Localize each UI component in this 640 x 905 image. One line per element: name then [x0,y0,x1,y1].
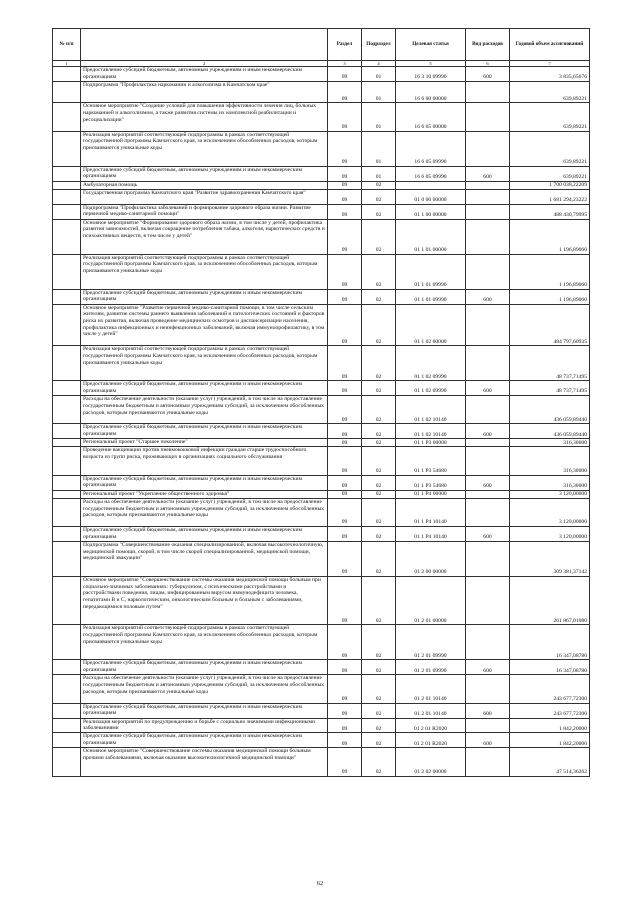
row-expense-cell [466,675,510,703]
row-podrazdel-cell: 02 [362,189,396,204]
table-row [53,346,590,381]
row-name-cell: Предоставление субсидий бюджетным, автономным учреждениям и иным некоммерческим организациям [81,166,328,181]
row-podrazdel-cell: 02 [362,219,396,254]
row-number-cell [53,733,81,748]
row-target-cell: 01 2 01 10140 [396,675,466,703]
row-target-cell: 16 6 00 00000 [396,81,466,103]
row-name-cell: Подпрограмма "Совершенствование оказания специализированной, включая высокотехнологичную, медицинской помощи, скорой, в том числе скорой специализированной, медицинской помощи, медицинской эвакуации" [81,542,328,577]
row-name-cell: Предоставление субсидий бюджетным, автономным учреждениям и иным некоммерческим организациям [81,660,328,675]
table-row [53,475,590,490]
table-row [53,498,590,526]
row-expense-cell: 600 [466,703,510,718]
table-row [53,81,590,103]
table-row [53,204,590,219]
table-row [53,577,590,625]
row-podrazdel-cell: 02 [362,254,396,289]
row-expense-cell: 600 [466,166,510,181]
header-podrazdel: Подраздел [362,29,396,61]
row-number-cell [53,498,81,526]
row-number-cell [53,346,81,381]
row-expense-cell: 600 [466,475,510,490]
row-number-cell [53,189,81,204]
row-name-cell: Реализация мероприятий соответствующей подпрограммы в рамках соответствующей государственной программы Камчатского края, за исключением обособленных расходов, которым присваиваются уникальные коды [81,625,328,660]
row-razdel-cell: 09 [328,490,362,498]
table-row [53,733,590,748]
row-razdel-cell: 09 [328,527,362,542]
row-number-cell [53,181,81,189]
row-amount-cell: 639,89221 [510,131,590,166]
row-name-cell: Региональный проект "Старшее поколение" [81,439,328,447]
row-amount-cell: 316,30000 [510,447,590,475]
row-name-cell: Предоставление субсидий бюджетным, автономным учреждениям и иным некоммерческим организациям [81,475,328,490]
row-name-cell: Предоставление субсидий бюджетным, автономным учреждениям и иным некоммерческим организациям [81,703,328,718]
table-row [53,542,590,577]
row-target-cell: 01 2 00 00000 [396,542,466,577]
row-razdel-cell: 09 [328,254,362,289]
row-name-cell: Проведение вакцинации против пневмококковой инфекции граждан старше трудоспособного возраста из групп риска, проживающих в организациях социального обслуживания [81,447,328,475]
row-expense-cell [466,189,510,204]
row-name-cell: Реализация мероприятий по предупреждению и борьбе с социально значимыми инфекционными заболеваниями [81,718,328,733]
row-target-cell: 01 1 P4 00000 [396,490,466,498]
row-amount-cell: 484 797,60935 [510,304,590,346]
row-expense-cell [466,577,510,625]
row-podrazdel-cell: 01 [362,166,396,181]
budget-table [52,28,590,777]
row-podrazdel-cell: 02 [362,748,396,776]
row-razdel-cell: 09 [328,166,362,181]
row-expense-cell [466,447,510,475]
row-razdel-cell: 09 [328,81,362,103]
row-razdel-cell: 09 [328,103,362,131]
row-number-cell [53,660,81,675]
row-number-cell [53,577,81,625]
row-number-cell [53,381,81,396]
table-row [53,289,590,304]
row-name-cell: Основное мероприятие "Формирование здорового образа жизни, в том числе у детей, профилактика развития зависимостей, включая сокращение потребления табака, алкоголя, наркотических средств и психоактивных веществ, в том числе у детей" [81,219,328,254]
row-amount-cell: 261 867,01080 [510,577,590,625]
row-amount-cell: 639,89221 [510,166,590,181]
table-row [53,304,590,346]
row-name-cell: Государственная программа Камчатского края "Развитие здравоохранения Камчатского края" [81,189,328,204]
row-target-cell: 16 6 05 09990 [396,131,466,166]
row-podrazdel-cell: 01 [362,67,396,82]
row-target-cell: 01 1 01 09990 [396,254,466,289]
column-number: 2 [81,61,328,67]
row-target-cell: 01 1 02 00000 [396,304,466,346]
table-row [53,103,590,131]
row-target-cell: 01 2 02 00000 [396,748,466,776]
row-podrazdel-cell: 02 [362,675,396,703]
table-row [53,625,590,660]
table-row [53,447,590,475]
row-target-cell: 01 2 01 09990 [396,660,466,675]
row-expense-cell [466,396,510,424]
row-expense-cell [466,204,510,219]
row-razdel-cell: 09 [328,346,362,381]
row-amount-cell: 3 120,00000 [510,498,590,526]
row-amount-cell: 639,89221 [510,103,590,131]
row-razdel-cell: 09 [328,625,362,660]
table-row [53,254,590,289]
table-row [53,660,590,675]
row-target-cell: 01 1 P4 10140 [396,498,466,526]
row-podrazdel-cell: 02 [362,527,396,542]
row-razdel-cell: 09 [328,67,362,82]
row-razdel-cell: 09 [328,131,362,166]
row-amount-cell: 16 347,08780 [510,625,590,660]
row-name-cell: Основное мероприятие "Развитие первичной медико-санитарной помощи, в том числе сельским жителям, развитие системы раннего выявления заболеваний и патологических состояний и факторов риска их развития, включая проведение медицинских осмотров и диспансеризации населения, профилактика инфекционных и неинфекционных заболеваний, включая иммунопрофилактику, в том числе у детей" [81,304,328,346]
row-expense-cell [466,181,510,189]
column-number: 5 [396,61,466,67]
row-target-cell: 01 1 P4 10140 [396,527,466,542]
row-number-cell [53,396,81,424]
row-podrazdel-cell: 02 [362,718,396,733]
row-name-cell: Расходы на обеспечение деятельности (оказание услуг) учреждений, в том числе на предоставление государственным бюджетным и автономным учреждениям субсидий, за исключением обособленных расходов, которым присваиваются уникальные коды [81,498,328,526]
header-expense-type: Вид расходов [466,29,510,61]
table-row [53,67,590,82]
row-razdel-cell: 09 [328,439,362,447]
row-razdel-cell: 09 [328,718,362,733]
table-header-row [53,29,590,61]
row-amount-cell: 1 700 038,22209 [510,181,590,189]
row-podrazdel-cell: 02 [362,396,396,424]
row-podrazdel-cell: 02 [362,703,396,718]
row-target-cell: 01 2 01 09990 [396,625,466,660]
row-razdel-cell: 09 [328,204,362,219]
row-target-cell: 16 6 05 00000 [396,103,466,131]
table-row [53,703,590,718]
row-target-cell: 01 1 02 10140 [396,424,466,439]
table-row [53,748,590,776]
table-row [53,181,590,189]
row-number-cell [53,527,81,542]
row-name-cell: Предоставление субсидий бюджетным, автономным учреждениям и иным некоммерческим организациям [81,424,328,439]
row-name-cell: Предоставление субсидий бюджетным, автономным учреждениям и иным некоммерческим организациям [81,67,328,82]
row-razdel-cell: 09 [328,475,362,490]
column-number: 3 [328,61,362,67]
row-amount-cell: 1 196,89060 [510,219,590,254]
row-razdel-cell: 09 [328,424,362,439]
row-expense-cell [466,718,510,733]
row-podrazdel-cell: 02 [362,490,396,498]
row-name-cell: Предоставление субсидий бюджетным, автономным учреждениям и иным некоммерческим организациям [81,289,328,304]
row-amount-cell: 309 381,37142 [510,542,590,577]
row-razdel-cell: 09 [328,675,362,703]
row-podrazdel-cell: 02 [362,424,396,439]
row-amount-cell: 1 842,20000 [510,718,590,733]
row-razdel-cell: 09 [328,189,362,204]
column-number: 6 [466,61,510,67]
row-number-cell [53,718,81,733]
row-podrazdel-cell: 01 [362,103,396,131]
row-expense-cell: 600 [466,660,510,675]
row-podrazdel-cell: 02 [362,289,396,304]
row-number-cell [53,703,81,718]
row-podrazdel-cell: 02 [362,733,396,748]
row-podrazdel-cell: 02 [362,381,396,396]
row-amount-cell: 316,30000 [510,475,590,490]
table-row [53,439,590,447]
row-podrazdel-cell: 01 [362,131,396,166]
row-podrazdel-cell: 02 [362,447,396,475]
row-expense-cell [466,254,510,289]
row-amount-cell: 1 196,89060 [510,254,590,289]
table-row [53,381,590,396]
table-row [53,424,590,439]
header-name [81,29,328,61]
row-target-cell: 16 6 05 09990 [396,166,466,181]
row-amount-cell: 1 681 294,23222 [510,189,590,204]
row-expense-cell [466,81,510,103]
row-target-cell [396,181,466,189]
row-razdel-cell: 09 [328,542,362,577]
row-number-cell [53,204,81,219]
row-expense-cell [466,346,510,381]
row-target-cell: 01 1 02 10140 [396,396,466,424]
page-number: 62 [316,880,324,887]
row-number-cell [53,490,81,498]
row-number-cell [53,675,81,703]
row-number-cell [53,439,81,447]
row-name-cell: Региональный проект "Укрепление общественного здоровья" [81,490,328,498]
row-expense-cell: 600 [466,527,510,542]
header-razdel: Раздел [328,29,362,61]
row-podrazdel-cell: 02 [362,439,396,447]
row-podrazdel-cell: 02 [362,304,396,346]
row-expense-cell [466,625,510,660]
column-number: 7 [510,61,590,67]
row-number-cell [53,81,81,103]
row-name-cell: Предоставление субсидий бюджетным, автономным учреждениям и иным некоммерческим организациям [81,381,328,396]
row-expense-cell [466,131,510,166]
row-name-cell: Реализация мероприятий соответствующей подпрограммы в рамках соответствующей государственной программы Камчатского края, за исключением обособленных расходов, которым присваиваются уникальные коды [81,131,328,166]
row-amount-cell: 1 842,20000 [510,733,590,748]
row-expense-cell [466,439,510,447]
header-number: № п/п [53,29,81,61]
row-number-cell [53,304,81,346]
row-name-cell: Подпрограмма "Профилактика заболеваний и формирование здорового образа жизни. Развитие первичной медико-санитарной помощи" [81,204,328,219]
row-amount-cell: 436 059,89440 [510,424,590,439]
row-expense-cell: 600 [466,289,510,304]
row-amount-cell: 243 677,72300 [510,703,590,718]
row-amount-cell: 48 737,71495 [510,346,590,381]
row-razdel-cell: 09 [328,396,362,424]
row-razdel-cell: 09 [328,703,362,718]
row-target-cell: 01 1 00 00000 [396,204,466,219]
row-target-cell: 01 1 P3 54680 [396,447,466,475]
table-row [53,219,590,254]
row-target-cell: 01 2 01 R2020 [396,718,466,733]
row-expense-cell: 600 [466,67,510,82]
row-amount-cell: 488 430,79995 [510,204,590,219]
row-target-cell: 01 1 02 09990 [396,346,466,381]
row-expense-cell [466,498,510,526]
row-number-cell [53,103,81,131]
row-target-cell: 01 2 01 10140 [396,703,466,718]
row-name-cell: Расходы на обеспечение деятельности (оказание услуг) учреждений, в том числе на предоставление государственным бюджетным и автономным учреждениям субсидий, за исключением обособленных расходов, которым присваиваются уникальные коды [81,396,328,424]
row-target-cell: 16 3 10 09990 [396,67,466,82]
row-name-cell: Реализация мероприятий соответствующей подпрограммы в рамках соответствующей государственной программы Камчатского края, за исключением обособленных расходов, которым присваиваются уникальные коды [81,346,328,381]
row-target-cell: 01 2 01 00000 [396,577,466,625]
row-expense-cell: 600 [466,733,510,748]
row-target-cell: 01 1 01 00000 [396,219,466,254]
row-expense-cell: 600 [466,424,510,439]
row-amount-cell: 243 677,72300 [510,675,590,703]
row-number-cell [53,542,81,577]
row-target-cell: 01 2 01 R2020 [396,733,466,748]
row-razdel-cell: 09 [328,660,362,675]
table-row [53,166,590,181]
row-number-cell [53,625,81,660]
row-expense-cell [466,219,510,254]
row-expense-cell: 600 [466,381,510,396]
row-number-cell [53,475,81,490]
row-number-cell [53,424,81,439]
row-amount-cell: 3 120,00000 [510,527,590,542]
row-razdel-cell: 09 [328,498,362,526]
row-name-cell: Предоставление субсидий бюджетным, автономным учреждениям и иным некоммерческим организациям [81,733,328,748]
row-name-cell: Амбулаторная помощь [81,181,328,189]
row-podrazdel-cell: 02 [362,346,396,381]
row-expense-cell [466,748,510,776]
column-number: 1 [53,61,81,67]
row-target-cell: 01 1 P3 00000 [396,439,466,447]
row-razdel-cell: 09 [328,748,362,776]
row-number-cell [53,219,81,254]
row-amount-cell: 48 737,71495 [510,381,590,396]
row-number-cell [53,748,81,776]
row-number-cell [53,166,81,181]
row-amount-cell: 316,30000 [510,439,590,447]
row-razdel-cell: 09 [328,733,362,748]
row-podrazdel-cell: 02 [362,181,396,189]
table-row [53,718,590,733]
row-amount-cell: 3 835,65676 [510,67,590,82]
row-name-cell: Подпрограмма "Профилактика наркомании и алкоголизма в Камчатском крае" [81,81,328,103]
table-row [53,396,590,424]
row-name-cell: Основное мероприятие "Создание условий для повышения эффективности лечения лиц, больных наркоманией и алкоголизмом, а также развития системы их комплексной реабилитации и ресоциализации" [81,103,328,131]
row-name-cell: Основное мероприятие "Совершенствование системы оказания медицинской помощи больным прочими заболеваниями, включая оказание высокотехнологичной медицинской помощи" [81,748,328,776]
row-podrazdel-cell: 02 [362,625,396,660]
row-amount-cell: 436 059,89440 [510,396,590,424]
row-podrazdel-cell: 02 [362,498,396,526]
row-number-cell [53,289,81,304]
row-target-cell: 01 1 01 09990 [396,289,466,304]
table-row [53,490,590,498]
row-name-cell: Предоставление субсидий бюджетным, автономным учреждениям и иным некоммерческим организациям [81,527,328,542]
row-razdel-cell: 09 [328,219,362,254]
row-razdel-cell: 09 [328,181,362,189]
row-target-cell: 01 0 00 00000 [396,189,466,204]
row-razdel-cell: 09 [328,381,362,396]
row-name-cell: Реализация мероприятий соответствующей подпрограммы в рамках соответствующей государственной программы Камчатского края, за исключением обособленных расходов, которым присваиваются уникальные коды [81,254,328,289]
row-number-cell [53,447,81,475]
header-annual-amount: Годовой объем ассигнований [510,29,590,61]
row-razdel-cell: 09 [328,304,362,346]
row-podrazdel-cell: 02 [362,660,396,675]
row-podrazdel-cell: 02 [362,475,396,490]
row-razdel-cell: 09 [328,289,362,304]
row-number-cell [53,131,81,166]
row-number-cell [53,67,81,82]
row-target-cell: 01 1 02 09990 [396,381,466,396]
row-podrazdel-cell: 02 [362,542,396,577]
row-amount-cell: 639,89221 [510,81,590,103]
row-expense-cell [466,103,510,131]
row-number-cell [53,254,81,289]
row-amount-cell: 16 347,08780 [510,660,590,675]
row-amount-cell: 47 514,36262 [510,748,590,776]
table-row [53,527,590,542]
row-podrazdel-cell: 02 [362,204,396,219]
row-name-cell: Основное мероприятие "Совершенствование системы оказания медицинской помощи больным при социально-значимых заболеваниях: туберкулезом, с психическими расстройствами и расстройствами поведения, лицам, инфицированным вирусом иммунодефицита человека, гепатитами B и C, наркологическим, онкологическим больным и больным с заболеваниями, передающимися половым путем" [81,577,328,625]
row-razdel-cell: 09 [328,577,362,625]
table-row [53,189,590,204]
table-row [53,675,590,703]
row-podrazdel-cell: 01 [362,81,396,103]
row-expense-cell [466,542,510,577]
table-body [53,67,590,777]
header-target-article: Целевая статья [396,29,466,61]
column-number: 4 [362,61,396,67]
row-expense-cell [466,304,510,346]
row-expense-cell [466,490,510,498]
row-razdel-cell: 09 [328,447,362,475]
table-row [53,131,590,166]
row-amount-cell: 3 120,00000 [510,490,590,498]
row-podrazdel-cell: 02 [362,577,396,625]
row-amount-cell: 1 196,89060 [510,289,590,304]
row-name-cell: Расходы на обеспечение деятельности (оказание услуг) учреждений, в том числе на предоставление государственным бюджетным и автономным учреждениям субсидий, за исключением обособленных расходов, которым присваиваются уникальные коды [81,675,328,703]
row-target-cell: 01 1 P3 54680 [396,475,466,490]
